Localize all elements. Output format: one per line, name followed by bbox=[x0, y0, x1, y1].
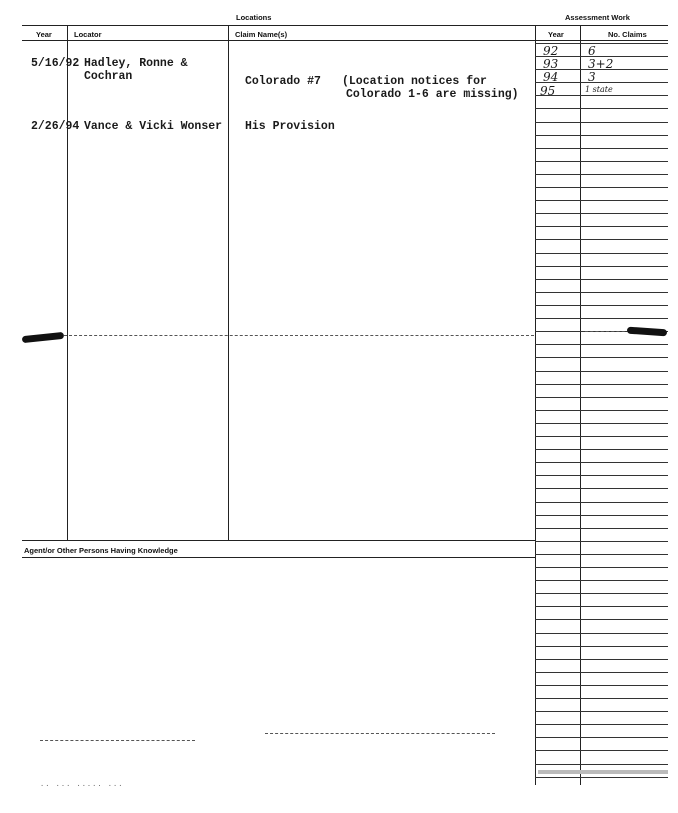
entry-2-date: 2/26/94 bbox=[31, 120, 80, 133]
assessment-ruled-line bbox=[535, 108, 668, 109]
top-rule bbox=[22, 25, 668, 26]
entry-2-claim: His Provision bbox=[245, 120, 335, 133]
agent-section-rule bbox=[22, 540, 536, 541]
entry-2-locator: Vance & Vicki Wonser bbox=[84, 120, 223, 133]
col-claim-names-header: Claim Name(s) bbox=[235, 30, 288, 39]
assessment-ruled-line bbox=[535, 397, 668, 398]
assessment-ruled-line bbox=[535, 371, 668, 372]
locations-header: Locations bbox=[236, 13, 272, 22]
entry-1-note-line1: (Location notices for bbox=[342, 75, 487, 88]
assessment-ruled-line bbox=[535, 266, 668, 267]
assessment-ruled-line bbox=[535, 384, 668, 385]
assessment-ruled-line bbox=[535, 528, 668, 529]
col-aw-year-header: Year bbox=[548, 30, 564, 39]
assessment-ruled-line bbox=[535, 554, 668, 555]
assessment-ruled-line bbox=[535, 488, 668, 489]
entry-1-locator-line1: Hadley, Ronne & bbox=[84, 57, 188, 70]
assessment-work-header: Assessment Work bbox=[565, 13, 630, 22]
fold-line bbox=[64, 335, 534, 337]
bottom-scan-line-2 bbox=[265, 733, 495, 735]
assessment-ruled-line bbox=[535, 541, 668, 542]
assessment-ruled-line bbox=[535, 764, 668, 765]
bottom-right-smudge bbox=[538, 770, 668, 774]
aw-row-2-year: 93 bbox=[543, 57, 559, 71]
assessment-ruled-line bbox=[535, 580, 668, 581]
assessment-ruled-line bbox=[535, 633, 668, 634]
bottom-scan-line bbox=[40, 740, 195, 742]
assessment-ruled-line bbox=[535, 253, 668, 254]
assessment-ruled-line bbox=[535, 685, 668, 686]
bottom-scan-specks: .. ... ..... ... bbox=[40, 780, 124, 788]
assessment-ruled-line bbox=[535, 606, 668, 607]
aw-row-3-claims: 3 bbox=[588, 70, 596, 84]
assessment-ruled-line bbox=[535, 515, 668, 516]
col-aw-no-claims-header: No. Claims bbox=[608, 30, 647, 39]
assessment-ruled-line bbox=[535, 502, 668, 503]
divider-locator-claim bbox=[228, 25, 229, 540]
aw-row-4-claims: 1 state bbox=[585, 85, 613, 94]
assessment-ruled-line bbox=[535, 174, 668, 175]
entry-1-date: 5/16/92 bbox=[31, 57, 80, 70]
assessment-ruled-line bbox=[535, 737, 668, 738]
divider-aw-year-claims bbox=[580, 25, 581, 785]
divider-claim-aw bbox=[535, 25, 536, 785]
assessment-ruled-line bbox=[535, 619, 668, 620]
assessment-ruled-line bbox=[535, 226, 668, 227]
assessment-ruled-line bbox=[535, 672, 668, 673]
assessment-ruled-line bbox=[535, 135, 668, 136]
aw-row-2-claims: 3+2 bbox=[588, 57, 614, 71]
entry-1-note-line2: Colorado 1-6 are missing) bbox=[346, 88, 519, 101]
assessment-ruled-line bbox=[535, 711, 668, 712]
assessment-ruled-line bbox=[535, 148, 668, 149]
aw-row-1-year: 92 bbox=[543, 44, 559, 58]
assessment-ruled-line bbox=[535, 292, 668, 293]
divider-year-locator bbox=[67, 25, 68, 540]
aw-row-1-claims: 6 bbox=[588, 44, 596, 58]
agent-label-rule bbox=[22, 557, 536, 558]
assessment-ruled-line bbox=[535, 122, 668, 123]
assessment-ruled-line bbox=[535, 423, 668, 424]
assessment-ruled-line bbox=[535, 475, 668, 476]
assessment-ruled-line bbox=[535, 646, 668, 647]
assessment-ruled-line bbox=[535, 239, 668, 240]
assessment-ruled-line bbox=[535, 659, 668, 660]
assessment-ruled-line bbox=[535, 200, 668, 201]
assessment-ruled-line bbox=[535, 357, 668, 358]
assessment-ruled-line bbox=[535, 410, 668, 411]
assessment-ruled-line bbox=[535, 462, 668, 463]
assessment-ruled-line bbox=[535, 750, 668, 751]
assessment-ruled-line bbox=[535, 213, 668, 214]
fold-line-right bbox=[585, 331, 630, 333]
fold-mark-right bbox=[627, 327, 667, 337]
assessment-ruled-line bbox=[535, 187, 668, 188]
assessment-ruled-line bbox=[535, 161, 668, 162]
assessment-ruled-line bbox=[535, 305, 668, 306]
assessment-ruled-line bbox=[535, 777, 668, 778]
col-year-header: Year bbox=[36, 30, 52, 39]
fold-mark-left bbox=[22, 332, 65, 343]
assessment-ruled-line bbox=[535, 593, 668, 594]
assessment-ruled-line bbox=[535, 698, 668, 699]
column-header-rule bbox=[22, 40, 668, 41]
col-locator-header: Locator bbox=[74, 30, 102, 39]
assessment-ruled-line bbox=[535, 436, 668, 437]
assessment-ruled-line bbox=[535, 724, 668, 725]
agent-label: Agent/or Other Persons Having Knowledge bbox=[24, 546, 178, 555]
assessment-ruled-line bbox=[535, 344, 668, 345]
aw-row-3-year: 94 bbox=[543, 70, 559, 84]
assessment-ruled-line bbox=[535, 318, 668, 319]
assessment-ruled-line bbox=[535, 449, 668, 450]
aw-row-4-year: 95 bbox=[540, 84, 556, 98]
assessment-ruled-line bbox=[535, 567, 668, 568]
entry-1-locator-line2: Cochran bbox=[84, 70, 133, 83]
entry-1-claim: Colorado #7 bbox=[245, 75, 321, 88]
assessment-ruled-line bbox=[535, 279, 668, 280]
